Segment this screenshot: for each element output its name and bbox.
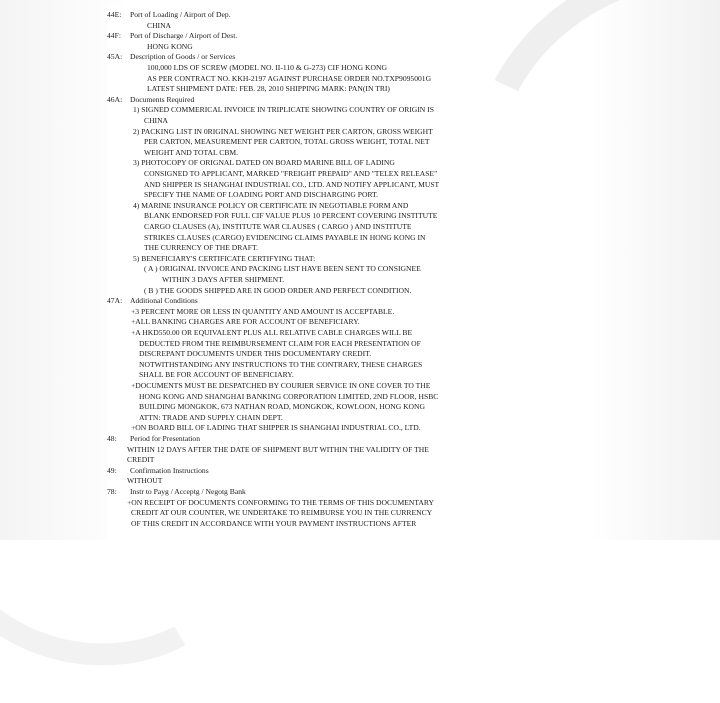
field-value: WITHIN 3 DAYS AFTER SHIPMENT.: [162, 275, 285, 284]
field-value: 1) SIGNED COMMERICAL INVOICE IN TRIPLICATE SHOWING COUNTRY OF ORIGIN IS: [133, 105, 434, 115]
document-line: [107, 222, 480, 231]
field-value: THE CURRENCY OF THE DRAFT.: [144, 243, 258, 253]
field-value: +DOCUMENTS MUST BE DESPATCHED BY COURIER SERVICE IN ONE COVER TO THE: [131, 381, 431, 390]
document-line: [107, 201, 480, 210]
document-line: [107, 381, 480, 390]
document-line: [107, 84, 480, 93]
field-row: [107, 466, 480, 475]
field-label: Instr to Payg / Acceptg / Negotg Bank: [130, 487, 246, 496]
field-value: CREDIT AT OUR COUNTER, WE UNDERTAKE TO REIMBURSE YOU IN THE CURRENCY: [131, 508, 433, 518]
field-row: [107, 52, 480, 61]
field-value: CREDIT: [127, 455, 155, 465]
field-row: [107, 95, 480, 104]
field-label: Port of Loading / Airport of Dep.: [130, 10, 231, 19]
document-line: [107, 158, 480, 167]
document-line: [107, 169, 480, 178]
document-line: [107, 21, 480, 30]
document-line: [107, 339, 480, 348]
field-value: CHINA: [144, 116, 169, 125]
document-line: [107, 233, 480, 242]
document-line: [107, 63, 480, 72]
document-line: [107, 445, 480, 454]
document-line: [107, 307, 480, 316]
field-row: [107, 31, 480, 40]
field-value: HONG KONG AND SHANGHAI BANKING CORPORATION LIMITED, 2ND FLOOR, HSBC: [139, 391, 439, 401]
document-line: [107, 264, 480, 273]
field-tag: 46A:: [107, 94, 123, 104]
field-value: PER CARTON, MEASUREMENT PER CARTON, TOTAL GROSS WEIGHT, TOTAL NET: [144, 137, 430, 147]
document-line: [107, 317, 480, 326]
field-value: OF THIS CREDIT IN ACCORDANCE WITH YOUR PAYMENT INSTRUCTIONS AFTER: [131, 518, 417, 528]
field-value: SPECIFY THE NAME OF LOADING PORT AND DISCHARGING PORT.: [144, 190, 379, 200]
document-line: [107, 498, 480, 507]
field-value: BLANK ENDORSED FOR FULL CIF VALUE PLUS 10 PERCENT COVERING INSTITUTE: [144, 211, 438, 221]
document-line: [107, 137, 480, 146]
field-value: +A HKD550.00 OR EQUIVALENT PLUS ALL RELATIVE CABLE CHARGES WILL BE: [131, 328, 413, 337]
field-value: ATTN: TRADE AND SUPPLY CHAIN DEPT.: [139, 412, 283, 422]
field-label: Period for Presentation: [130, 434, 201, 443]
field-row: [107, 296, 480, 305]
document-line: [107, 105, 480, 114]
field-value: BUILDING MONGKOK, 673 NATHAN ROAD, MONGKOK, KOWLOON, HONG KONG: [139, 402, 426, 412]
document-line: [107, 42, 480, 51]
field-label: Description of Goods / or Services: [130, 52, 236, 62]
field-value: 3) PHOTOCOPY OF ORIGNAL DATED ON BOARD MARINE BILL OF LADING: [133, 158, 395, 168]
document-line: [107, 190, 480, 199]
field-row: [107, 10, 480, 19]
field-value: WEIGHT AND TOTAL CBM.: [144, 147, 239, 157]
document-line: [107, 476, 480, 485]
document-line: [107, 423, 480, 432]
letter-of-credit-document: [107, 6, 480, 540]
field-value: 100,000 LDS OF SCREW (MODEL NO. II-110 & G-273) CIF HONG KONG: [147, 63, 387, 72]
document-line: [107, 508, 480, 517]
field-value: WITHIN 12 DAYS AFTER THE DATE OF SHIPMENT BUT WITHIN THE VALIDITY OF THE: [127, 444, 429, 454]
field-label: Documents Required: [130, 94, 195, 104]
field-value: +ALL BANKING CHARGES ARE FOR ACCOUNT OF BENEFICIARY.: [131, 317, 360, 327]
document-line: [107, 254, 480, 263]
field-tag: 45A:: [107, 52, 123, 62]
field-value: SHALL BE FOR ACCOUNT OF BENEFICIARY.: [139, 370, 294, 380]
document-line: [107, 455, 480, 464]
document-line: [107, 74, 480, 83]
document-line: [107, 370, 480, 379]
document-line: [107, 413, 480, 422]
field-value: HONG KONG: [147, 41, 193, 51]
field-tag: 44F:: [107, 31, 121, 41]
field-value: STRIKES CLAUSES (CARGO) EVIDENCING CLAIMS PAYABLE IN HONG KONG IN: [144, 232, 426, 242]
document-line: [107, 211, 480, 220]
field-value: +ON RECEIPT OF DOCUMENTS CONFORMING TO THE TERMS OF THIS DOCUMENTARY: [127, 497, 435, 507]
field-value: +ON BOARD BILL OF LADING THAT SHIPPER IS SHANGHAI INDUSTRIAL CO., LTD.: [131, 423, 421, 433]
field-value: CHINA: [147, 20, 172, 30]
field-value: AS PER CONTRACT NO. KKH-2197 AGAINST PURCHASE ORDER NO.TXP9095001G: [147, 73, 432, 83]
document-line: [107, 148, 480, 157]
field-label: Port of Discharge / Airport of Dest.: [130, 31, 238, 41]
document-line: [107, 243, 480, 252]
field-value: ( A ) ORIGINAL INVOICE AND PACKING LIST HAVE BEEN SENT TO CONSIGNEE: [144, 264, 421, 274]
document-line: [107, 519, 480, 528]
document-line: [107, 180, 480, 189]
document-line: [107, 127, 480, 136]
field-value: ( B ) THE GOODS SHIPPED ARE IN GOOD ORDER AND PERFECT CONDITION.: [144, 285, 412, 295]
field-value: LATEST SHIPMENT DATE: FEB. 28, 2010 SHIPPING MARK: PAN(IN TRI): [147, 84, 390, 94]
field-tag: 49:: [107, 465, 117, 475]
field-tag: 47A:: [107, 296, 123, 306]
field-label: Confirmation Instructions: [130, 465, 209, 475]
document-line: [107, 116, 480, 125]
field-tag: 44E:: [107, 10, 122, 19]
field-tag: 78:: [107, 487, 117, 496]
document-line: [107, 402, 480, 411]
field-value: 2) PACKING LIST IN 0RIGINAL SHOWING NET WEIGHT PER CARTON, GROSS WEIGHT: [133, 126, 433, 136]
document-line: [107, 360, 480, 369]
field-value: +3 PERCENT MORE OR LESS IN QUANTITY AND AMOUNT IS ACCEPTABLE.: [131, 306, 395, 316]
field-tag: 48:: [107, 434, 117, 443]
field-row: [107, 487, 480, 496]
field-value: CONSIGNED TO APPLICANT, MARKED "FREIGHT PREPAID" AND "TELEX RELEASE": [144, 169, 438, 178]
document-line: [107, 392, 480, 401]
field-label: Additional Conditions: [130, 296, 198, 306]
document-line: [107, 349, 480, 358]
document-line: [107, 286, 480, 295]
field-value: CARGO CLAUSES (A), INSTITUTE WAR CLAUSES ( CARGO ) AND INSTITUTE: [144, 222, 412, 231]
field-value: 4) MARINE INSURANCE POLICY OR CERTIFICATE IN NEGOTIABLE FORM AND: [133, 200, 409, 210]
field-value: DEDUCTED FROM THE REIMBURSEMENT CLAIM FOR EACH PRESENTATION OF: [139, 338, 421, 348]
field-value: 5) BENEFICIARY'S CERTIFICATE CERTIFYING THAT:: [133, 253, 316, 263]
field-value: DISCREPANT DOCUMENTS UNDER THIS DOCUMENTARY CREDIT.: [139, 349, 372, 359]
field-value: WITHOUT: [127, 476, 163, 486]
document-line: [107, 328, 480, 337]
document-line: [107, 275, 480, 284]
field-value: AND SHIPPER IS SHANGHAI INDUSTRIAL CO., LTD. AND NOTIFY APPLICANT, MUST: [144, 179, 440, 189]
field-row: [107, 434, 480, 443]
field-value: NOTWITHSTANDING ANY INSTRUCTIONS TO THE CONTRARY, THESE CHARGES: [139, 359, 423, 369]
